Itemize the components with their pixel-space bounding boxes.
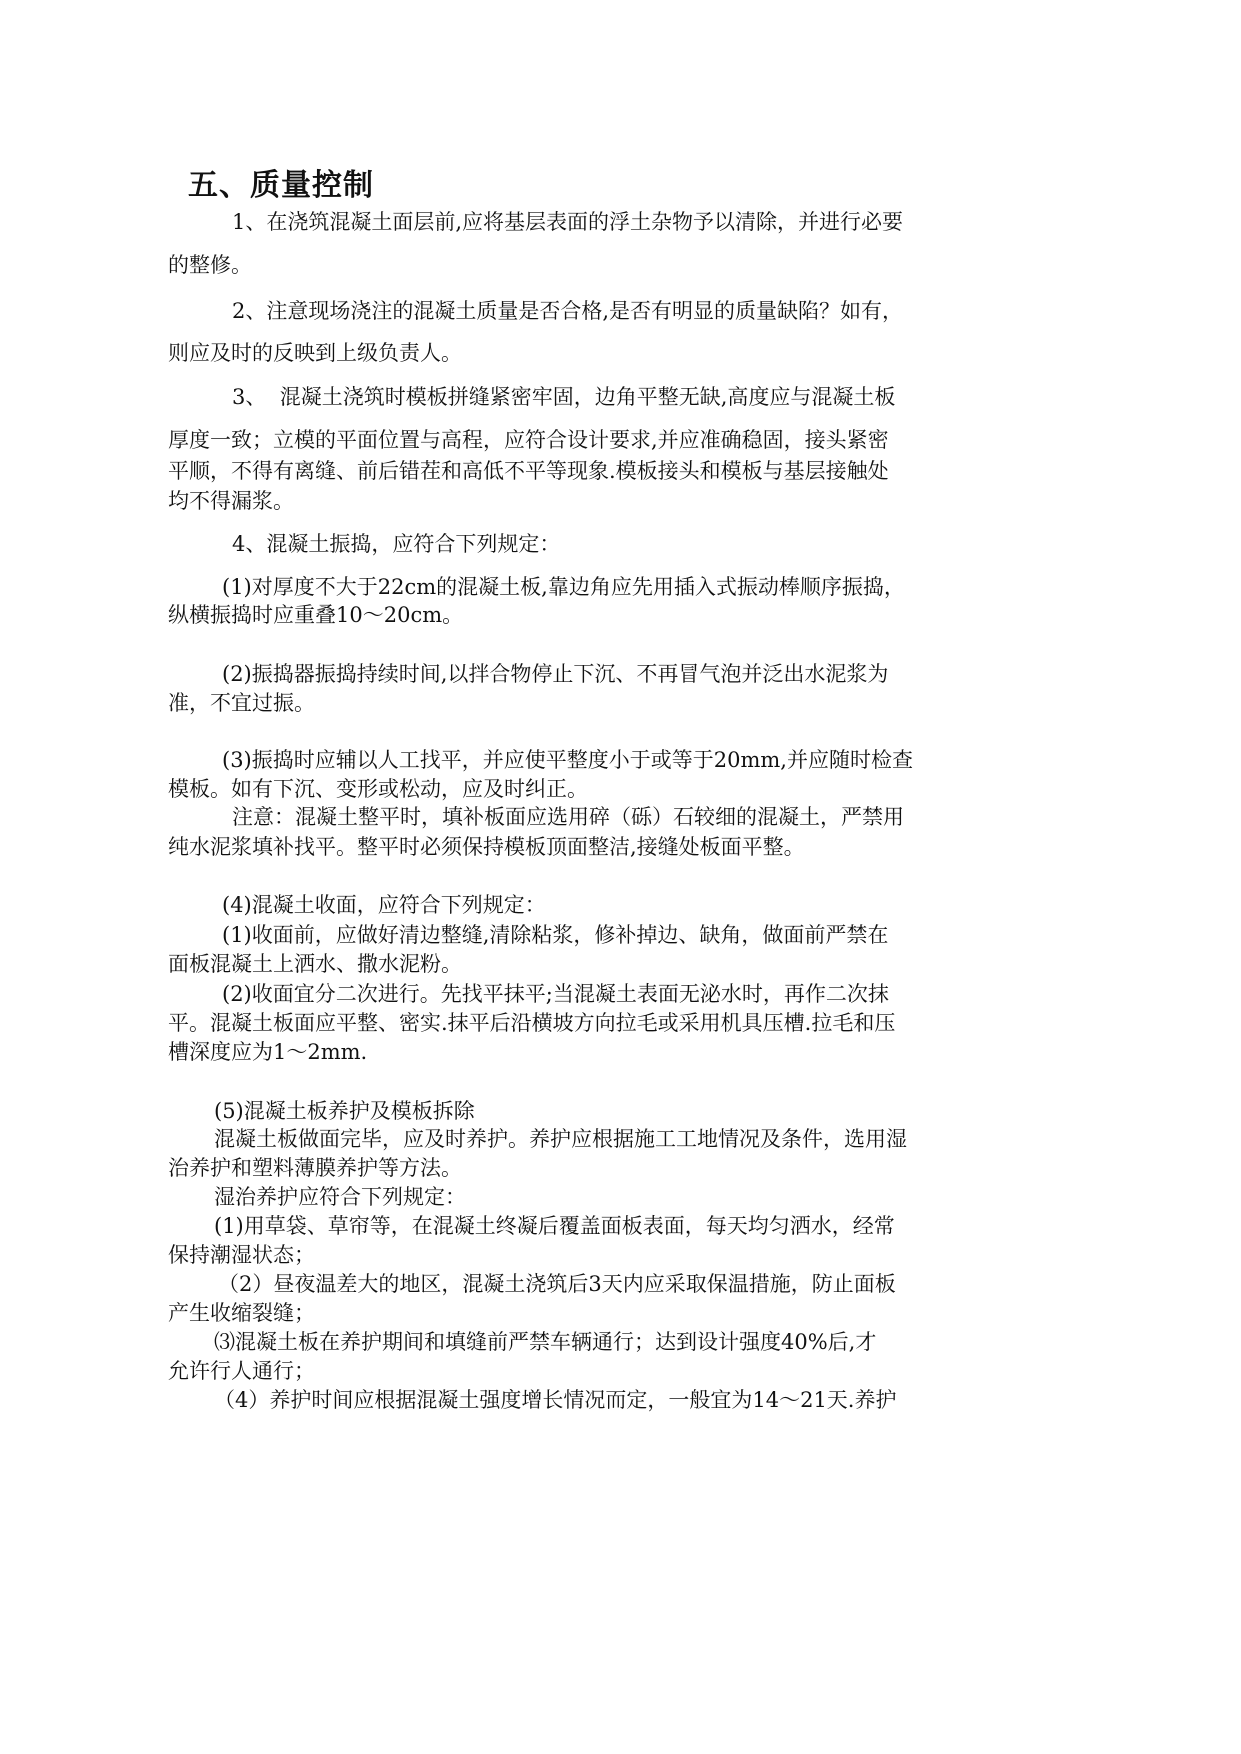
paragraph-line: (4)混凝土收面，应符合下列规定： <box>222 893 546 917</box>
paragraph-line: ⑶混凝土板在养护期间和填缝前严禁车辆通行；达到设计强度40%后,才 <box>214 1330 877 1354</box>
paragraph-line: 平。混凝土板面应平整、密实.抹平后沿横坡方向拉毛或采用机具压槽.拉毛和压 <box>168 1011 896 1035</box>
paragraph-line: 纵横振捣时应重叠10～20cm。 <box>168 603 464 627</box>
paragraph-line: （2）昼夜温差大的地区，混凝土浇筑后3天内应采取保温措施，防止面板 <box>218 1272 896 1296</box>
paragraph-line: (2)振捣器振捣持续时间,以拌合物停止下沉、不再冒气泡并泛出水泥浆为 <box>222 662 889 686</box>
paragraph-line: 产生收缩裂缝； <box>168 1301 315 1325</box>
paragraph-line: 1、在浇筑混凝土面层前,应将基层表面的浮土杂物予以清除，并进行必要 <box>232 210 904 234</box>
paragraph-line: 注意：混凝土整平时，填补板面应选用碎（砾）石较细的混凝土，严禁用 <box>232 805 904 829</box>
section-heading: 五、质量控制 <box>188 168 374 203</box>
paragraph-line: 面板混凝土上洒水、撒水泥粉。 <box>168 952 462 976</box>
paragraph-line: 则应及时的反映到上级负责人。 <box>168 341 462 365</box>
paragraph-line: 槽深度应为1～2mm. <box>168 1040 368 1064</box>
paragraph-line: 厚度一致；立模的平面位置与高程，应符合设计要求,并应准确稳固，接头紧密 <box>168 428 889 452</box>
paragraph-line: 的整修。 <box>168 253 252 277</box>
paragraph-line: (1)收面前，应做好清边整缝,清除粘浆，修补掉边、缺角，做面前严禁在 <box>222 923 889 947</box>
paragraph-line: 纯水泥浆填补找平。整平时必须保持模板顶面整洁,接缝处板面平整。 <box>168 835 805 859</box>
paragraph-line: 湿治养护应符合下列规定： <box>214 1185 466 1209</box>
paragraph-line: 模板。如有下沉、变形或松动，应及时纠正。 <box>168 777 588 801</box>
paragraph-line: 2、注意现场浇注的混凝土质量是否合格,是否有明显的质量缺陷？如有， <box>232 299 904 323</box>
paragraph-line: 4、混凝土振捣，应符合下列规定： <box>232 532 561 556</box>
paragraph-line: (3)振捣时应辅以人工找平，并应使平整度小于或等于20mm,并应随时检查 <box>222 748 913 772</box>
paragraph-line: 混凝土板做面完毕，应及时养护。养护应根据施工工地情况及条件，选用湿 <box>214 1127 907 1151</box>
paragraph-line: (5)混凝土板养护及模板拆除 <box>214 1099 475 1123</box>
paragraph-line: 治养护和塑料薄膜养护等方法。 <box>168 1156 462 1180</box>
paragraph-line: (1)用草袋、草帘等，在混凝土终凝后覆盖面板表面，每天均匀洒水，经常 <box>214 1214 895 1238</box>
paragraph-line: 准，不宜过振。 <box>168 691 315 715</box>
paragraph-line: 3、 混凝土浇筑时模板拼缝紧密牢固，边角平整无缺,高度应与混凝土板 <box>232 385 896 409</box>
paragraph-line: 保持潮湿状态； <box>168 1243 315 1267</box>
paragraph-line: 允许行人通行； <box>168 1359 315 1383</box>
paragraph-line: 平顺，不得有离缝、前后错茬和高低不平等现象.模板接头和模板与基层接触处 <box>168 459 889 483</box>
paragraph-line: (1)对厚度不大于22cm的混凝土板,靠边角应先用插入式振动棒顺序振捣， <box>222 575 905 599</box>
paragraph-line: 均不得漏浆。 <box>168 489 294 513</box>
paragraph-line: (2)收面宜分二次进行。先找平抹平;当混凝土表面无泌水时，再作二次抹 <box>222 982 889 1006</box>
paragraph-line: （4）养护时间应根据混凝土强度增长情况而定，一般宜为14～21天.养护 <box>214 1388 897 1412</box>
